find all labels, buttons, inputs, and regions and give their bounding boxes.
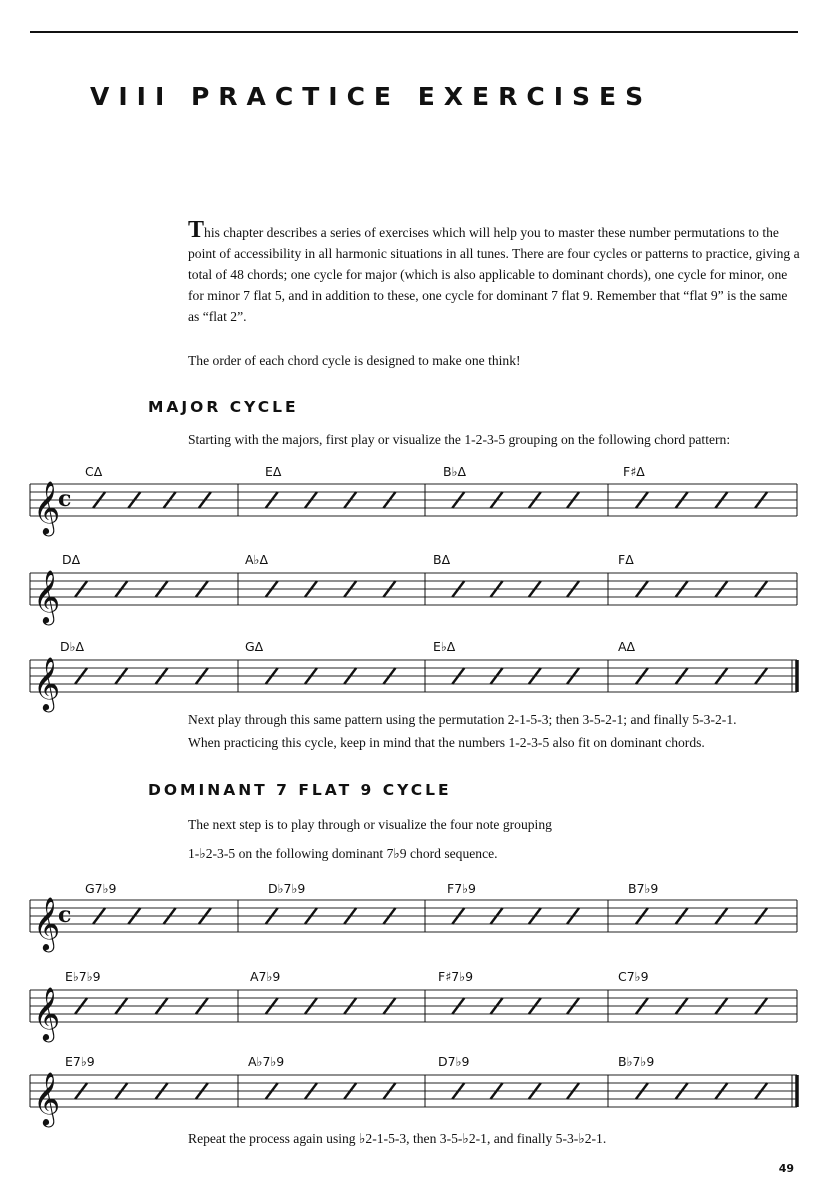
intro-paragraph xyxy=(188,217,800,327)
dominant-cycle-heading: DOMINANT 7 FLAT 9 CYCLE xyxy=(148,781,452,799)
chord-label: E♭7♭9 xyxy=(65,969,101,984)
staff-svg xyxy=(0,632,824,722)
common-time-symbol: c xyxy=(58,902,72,928)
chord-label: BΔ xyxy=(433,552,451,567)
staff-dominant-3 xyxy=(0,1047,824,1137)
chord-label: F♯Δ xyxy=(623,464,645,479)
chord-label: EΔ xyxy=(265,464,282,479)
major-cycle-heading: MAJOR CYCLE xyxy=(148,398,299,416)
staff-dominant-1 xyxy=(0,872,824,962)
chord-label: B7♭9 xyxy=(628,881,659,896)
staff-major-1 xyxy=(0,456,824,546)
staff-svg xyxy=(0,1047,824,1137)
chord-label: E7♭9 xyxy=(65,1054,95,1069)
intro-text: his chapter describes a series of exercises which will help you to master these number permutations to the point of accessibility in all harmonic situations in all tunes. There are four cycles or patterns to practice, giving a total of 48 chords; one cycle for major (which is also applicable to dominant chords), one cycle for minor, one for minor 7 flat 5, and in addition to these, one cycle for dominant 7 flat 9. Remember that “flat 9” is the same as “flat 2”. xyxy=(188,225,800,324)
treble-clef: 𝄞 xyxy=(33,1071,61,1125)
treble-clef: 𝄞 xyxy=(33,896,61,950)
treble-clef: 𝄞 xyxy=(33,986,61,1040)
top-rule xyxy=(30,31,798,33)
intro-second-line: The order of each chord cycle is designed to make one think! xyxy=(188,353,521,368)
staff-svg xyxy=(0,962,824,1052)
chord-label: B♭Δ xyxy=(443,464,467,479)
chord-label: GΔ xyxy=(245,639,264,654)
chord-label: AΔ xyxy=(618,639,636,654)
staff-major-3 xyxy=(0,632,824,722)
chord-label: FΔ xyxy=(618,552,634,567)
treble-clef: 𝄞 xyxy=(33,656,61,710)
chord-label: B♭7♭9 xyxy=(618,1054,655,1069)
chord-label: A7♭9 xyxy=(250,969,281,984)
chord-label: D7♭9 xyxy=(438,1054,470,1069)
major-after-text-2: When practicing this cycle, keep in mind that the numbers 1-2-3-5 also fit on dominant chords. xyxy=(188,735,705,750)
staff-svg xyxy=(0,456,824,546)
common-time-symbol: c xyxy=(58,486,72,512)
staff-svg xyxy=(0,545,824,635)
drop-cap: T xyxy=(188,217,205,243)
major-after-text-1: Next play through this same pattern using the permutation 2-1-5-3; then 3-5-2-1; and finally 5-3-2-1. xyxy=(188,712,737,727)
major-lead-text: Starting with the majors, first play or visualize the 1-2-3-5 grouping on the following chord pattern: xyxy=(188,432,731,447)
chord-label: D♭7♭9 xyxy=(268,881,306,896)
chord-label: A♭Δ xyxy=(245,552,268,567)
treble-clef: 𝄞 xyxy=(33,569,61,623)
page-number: 49 xyxy=(778,1162,794,1175)
chapter-title: VIII PRACTICE EXERCISES xyxy=(90,82,653,111)
chord-label: F♯7♭9 xyxy=(438,969,474,984)
staff-major-2 xyxy=(0,545,824,635)
staff-svg xyxy=(0,872,824,962)
chord-label: CΔ xyxy=(85,464,103,479)
chord-label: D♭Δ xyxy=(60,639,85,654)
dominant-lead-text-1: The next step is to play through or visualize the four note grouping xyxy=(188,817,552,832)
treble-clef: 𝄞 xyxy=(33,480,61,534)
dominant-lead-text-2: 1-♭2-3-5 on the following dominant 7♭9 chord sequence. xyxy=(188,846,498,861)
chord-label: DΔ xyxy=(62,552,81,567)
chord-label: A♭7♭9 xyxy=(248,1054,285,1069)
staff-dominant-2 xyxy=(0,962,824,1052)
chord-label: F7♭9 xyxy=(447,881,476,896)
dominant-closing-text: Repeat the process again using ♭2-1-5-3, then 3-5-♭2-1, and finally 5-3-♭2-1. xyxy=(188,1131,607,1146)
chord-label: E♭Δ xyxy=(433,639,456,654)
chord-label: C7♭9 xyxy=(618,969,649,984)
chord-label: G7♭9 xyxy=(85,881,117,896)
